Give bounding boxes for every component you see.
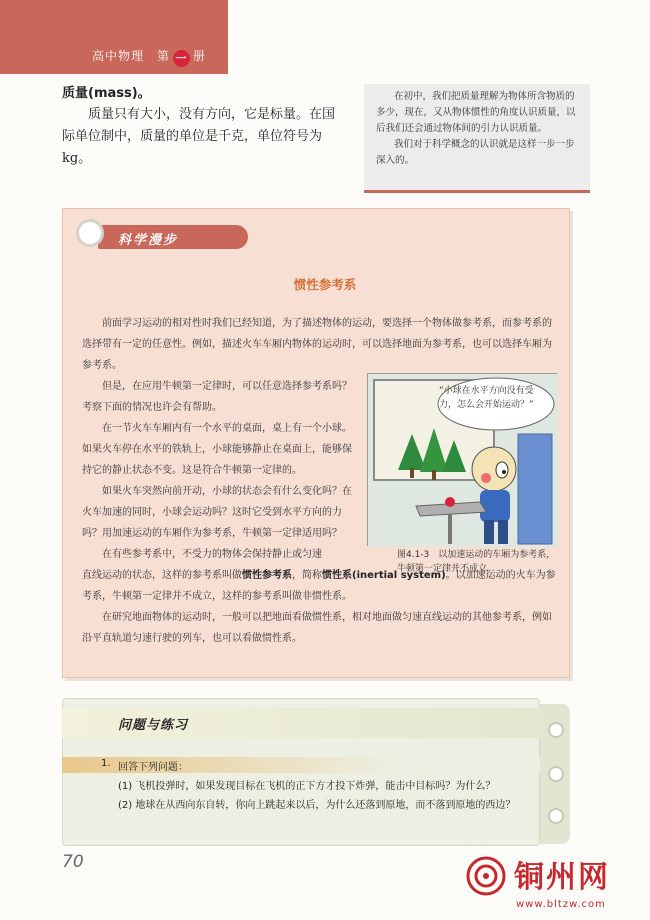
exercise-title: 问题与练习 — [118, 718, 189, 733]
watermark-url: www.bltzw.com — [516, 899, 606, 910]
watermark-name: 铜州网 — [514, 860, 610, 895]
question-intro: 回答下列问题： — [118, 762, 188, 773]
mass-heading: 质量(mass)。 — [62, 86, 151, 101]
ring-binder-icon — [548, 766, 564, 782]
question-number: 1. — [101, 758, 111, 769]
side-note — [364, 84, 590, 193]
science-walk-label: 科学漫步 — [118, 233, 179, 248]
walk-paragraph-3: 在一节火车车厢内有一个水平的桌面，桌上有一个小球。如果火车停在水平的铁轨上，小球能够静止在桌面上，能够保持它的静止状态不变。这是符合牛顿第一定律的。 — [82, 423, 352, 476]
walk-paragraph-4: 如果火车突然向前开动，小球的状态会有什么变化吗？在火车加速的同时，小球会运动吗？这时它受到水平方向的力吗？用加速运动的车厢作为参考系，牛顿第一定律适用吗？ — [82, 486, 352, 539]
figure-caption: 图4.1-3 以加速运动的车厢为参考系，牛顿第一定律并不成立。 — [397, 550, 556, 574]
term-inertial-short: 惯性系 — [322, 570, 352, 581]
side-note-p2: 我们对于科学概念的认识就是这样一步一步深入的。 — [376, 139, 575, 166]
speech-bubble-text: “小球在水平方向没有受力，怎么会开始运动？” — [439, 386, 534, 410]
walk-paragraphs-left — [82, 376, 360, 565]
side-note-p1: 在初中，我们把质量理解为物体所含物质的多少，现在，又从物体惯性的角度认识质量，以后我们还会通过物体间的引力认识质量。 — [376, 91, 576, 134]
term-english: (inertial system) — [352, 570, 446, 581]
sub-question-2: (2) 地球在从西向东自转，你向上跳起来以后，为什么还落到原地，而不落到原地的西边？ — [118, 800, 516, 811]
volume-number-badge: 一 — [173, 50, 190, 67]
ring-binder-icon — [548, 722, 564, 738]
walk-paragraph-2: 但是，在应用牛顿第一定律时，可以任意选择参考系吗？考察下面的情况也许会有帮助。 — [82, 381, 352, 413]
header-title: 高中物理 第 一 册 — [92, 49, 207, 65]
term-inertial-frame: 惯性参考系 — [242, 570, 292, 581]
walk-paragraphs-full — [82, 565, 558, 649]
question-text — [118, 758, 526, 815]
sub-question-1: (1) 飞机投弹时，如果发现目标在飞机的正下方才投下炸弹，能击中目标吗？为什么？ — [118, 781, 496, 792]
ring-binder-icon — [76, 219, 104, 247]
walk-paragraph-1: 前面学习运动的相对性时我们已经知道，为了描述物体的运动，要选择一个物体做参考系，而参考系的选择带有一定的任意性。例如，描述火车车厢内物体的运动时，可以选择地面为参考系，也可以选择车厢为参考系。 — [82, 318, 552, 371]
section-title: 惯性参考系 — [293, 277, 357, 292]
walk-paragraph-6: 在研究地面物体的运动时，一般可以把地面看做惯性系，相对地面做匀速直线运动的其他参考系，例如沿平直轨道匀速行驶的列车，也可以看做惯性系。 — [82, 612, 552, 644]
watermark-logo-icon — [466, 856, 506, 896]
walk-paragraph-5-start: 在有些参考系中，不受力的物体会保持静止或匀速 — [102, 549, 322, 560]
page-number: 70 — [62, 852, 84, 872]
mass-paragraph: 质量只有大小，没有方向，它是标量。在国际单位制中，质量的单位是千克，单位符号为kg。 — [62, 107, 336, 166]
walk-paragraph-5-rest: 直线运动的状态，这样的参考系叫做惯性参考系，简称惯性系(inertial system)。以加速运动的火车为参考系，牛顿第一定律并不成立，这样的参考系叫做非惯性系。 — [82, 570, 556, 602]
ring-binder-icon — [548, 808, 564, 824]
